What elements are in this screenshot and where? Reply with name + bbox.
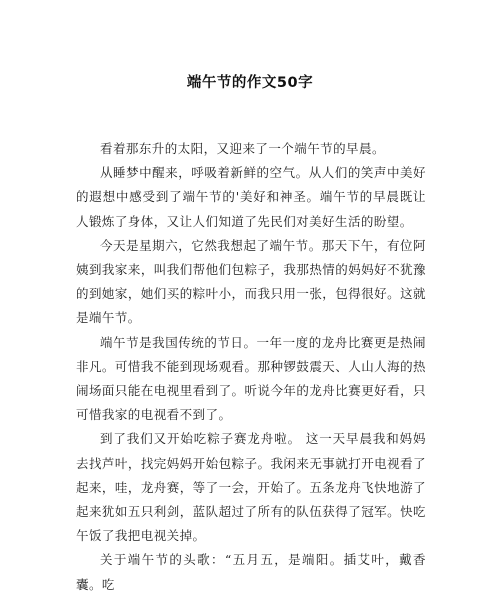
paragraph: 关于端午节的头歌：“五月五，是端阳。插艾叶，戴香囊。吃	[76, 552, 426, 592]
paragraph: 到了我们又开始吃粽子赛龙舟啦。 这一天早晨我和妈妈去找芦叶，找完妈妈开始包粽子。我闲来无事就打开电视看了起来，哇，龙舟赛，等了一会，开始了。五条龙舟飞快地游了起来犹如五只利剑，蓝队超过了所有的队伍获得了冠军。快吃午饭了我把电视关掉。	[76, 431, 426, 544]
paragraph: 看着那东升的太阳，又迎来了一个端午节的早晨。	[100, 141, 385, 156]
paragraph: 端午节是我国传统的节日。一年一度的龙舟比赛更是热闹非凡。可惜我不能到现场观看。那种锣鼓震天、人山人海的热闹场面只能在电视里看到了。听说今年的龙舟比赛更好看，只可惜我家的电视看不到了。	[76, 334, 426, 423]
document-body	[76, 137, 426, 597]
document-title: 端午节的作文50字	[186, 75, 314, 91]
paragraph: 今天是星期六，它然我想起了端午节。那天下午，有位阿姨到我家来，叫我们帮他们包粽子，我那热情的妈妈好不犹豫的到她家，她们买的粽叶小，而我只用一张，包得很好。这就是端午节。	[76, 237, 426, 326]
paragraph: 从睡梦中醒来，呼吸着新鲜的空气。从人们的笑声中美好的遐想中感受到了端午节的'美好和神圣。端午节的早晨既让人锻炼了身体，又让人们知道了先民们对美好生活的盼望。	[76, 165, 426, 229]
